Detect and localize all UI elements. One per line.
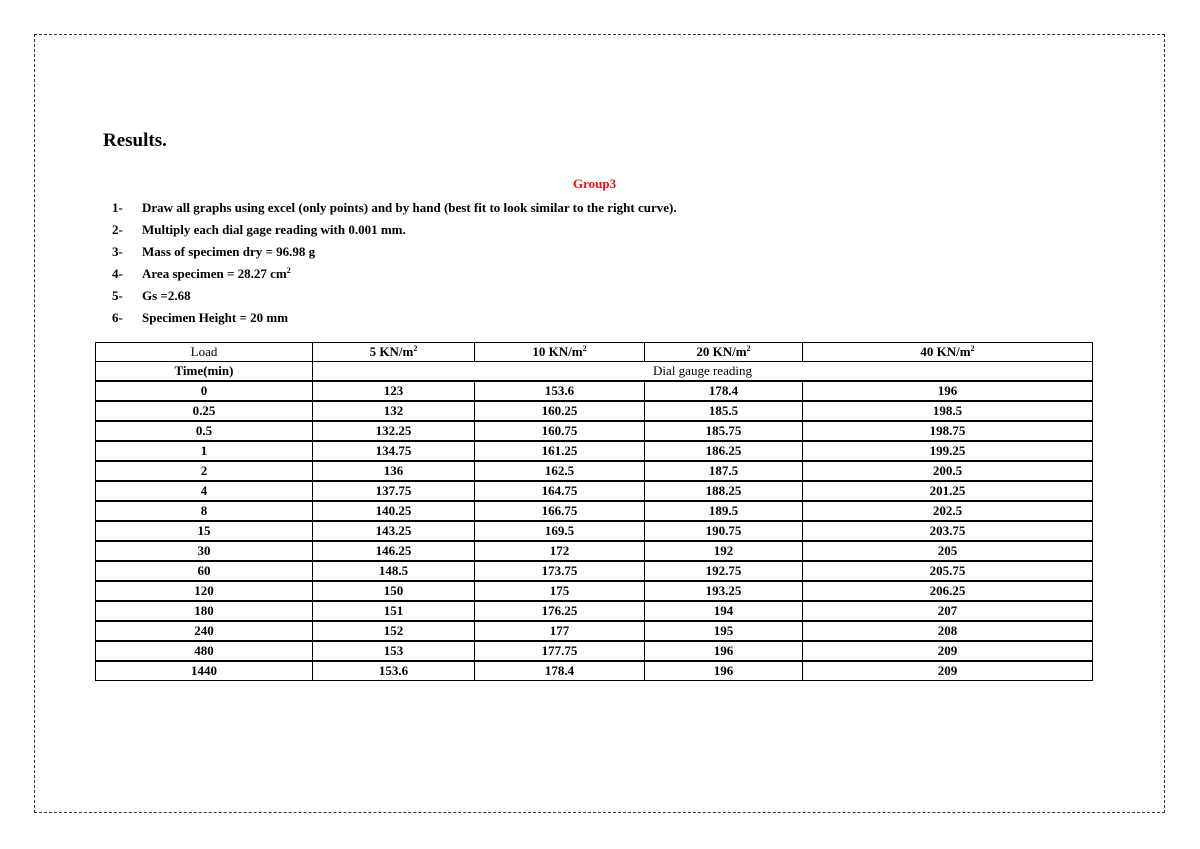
time-cell: 120 [96,581,313,601]
reading-cell: 153 [313,641,475,661]
reading-cell: 198.75 [803,421,1093,441]
instruction-item [112,241,677,263]
time-cell: 1440 [96,661,313,681]
reading-cell: 192.75 [645,561,803,581]
reading-cell: 196 [803,381,1093,401]
results-heading: Results. [103,130,167,151]
reading-cell: 137.75 [313,481,475,501]
reading-cell: 152 [313,621,475,641]
reading-cell: 172 [475,541,645,561]
instruction-number: 1- [112,200,123,215]
reading-cell: 196 [645,661,803,681]
reading-cell: 195 [645,621,803,641]
instruction-text: Draw all graphs using excel (only points) and by hand (best fit to look similar to the right curve). [142,200,677,215]
instruction-number: 5- [112,288,123,303]
reading-cell: 190.75 [645,521,803,541]
reading-cell: 148.5 [313,561,475,581]
time-cell: 0 [96,381,313,401]
reading-cell: 187.5 [645,461,803,481]
table-row [96,541,1093,561]
time-cell: 180 [96,601,313,621]
reading-cell: 209 [803,641,1093,661]
reading-cell: 178.4 [475,661,645,681]
table-row [96,581,1093,601]
reading-cell: 186.25 [645,441,803,461]
reading-cell: 178.4 [645,381,803,401]
time-header-row [96,362,1093,382]
time-cell: 0.25 [96,401,313,421]
time-cell: 0.5 [96,421,313,441]
reading-cell: 202.5 [803,501,1093,521]
reading-cell: 160.75 [475,421,645,441]
time-cell: 8 [96,501,313,521]
time-cell: 4 [96,481,313,501]
group-label: Group3 [573,176,617,191]
reading-cell: 169.5 [475,521,645,541]
load-column-header: 20 $KN/m^2$ [645,343,803,362]
reading-cell: 136 [313,461,475,481]
reading-cell: 132 [313,401,475,421]
reading-cell: 199.25 [803,441,1093,461]
reading-cell: 140.25 [313,501,475,521]
time-cell: 480 [96,641,313,661]
reading-cell: 153.6 [313,661,475,681]
time-cell: 2 [96,461,313,481]
reading-cell: 162.5 [475,461,645,481]
reading-cell: 185.75 [645,421,803,441]
reading-cell: 196 [645,641,803,661]
table-row [96,621,1093,641]
reading-cell: 200.5 [803,461,1093,481]
reading-cell: 206.25 [803,581,1093,601]
reading-cell: 185.5 [645,401,803,421]
reading-cell: 201.25 [803,481,1093,501]
load-header-row [96,343,1093,362]
time-cell: 1 [96,441,313,461]
time-cell: 15 [96,521,313,541]
reading-cell: 192 [645,541,803,561]
table-row [96,421,1093,441]
table-row [96,521,1093,541]
dial-gauge-table [95,342,1093,681]
table-row [96,441,1093,461]
reading-cell: 161.25 [475,441,645,461]
reading-cell: 164.75 [475,481,645,501]
load-column-header: 5 $KN/m^2$ [313,343,475,362]
instruction-number: 2- [112,222,123,237]
instruction-text: Area specimen = 28.27 cm [142,266,287,281]
reading-cell: 166.75 [475,501,645,521]
instruction-text: Specimen Height = 20 mm [142,310,289,325]
reading-cell: 193.25 [645,581,803,601]
load-label: Load [96,343,313,362]
table-row [96,481,1093,501]
load-column-header: 40 $KN/m^2$ [803,343,1093,362]
instruction-number: 4- [112,266,123,281]
table-row [96,561,1093,581]
reading-cell: 160.25 [475,401,645,421]
reading-cell: 188.25 [645,481,803,501]
reading-cell: 208 [803,621,1093,641]
reading-cell: 203.75 [803,521,1093,541]
load-column-header: 10 $KN/m^2$ [475,343,645,362]
instruction-text: Gs =2.68 [142,288,191,303]
table-row [96,601,1093,621]
reading-cell: 176.25 [475,601,645,621]
reading-cell: 205 [803,541,1093,561]
reading-cell: 150 [313,581,475,601]
time-cell: 240 [96,621,313,641]
table-row [96,641,1093,661]
reading-cell: 151 [313,601,475,621]
reading-cell: 143.25 [313,521,475,541]
reading-cell: 134.75 [313,441,475,461]
superscript: 2 [286,266,291,275]
instructions-list [112,197,677,329]
reading-cell: 209 [803,661,1093,681]
reading-cell: 177.75 [475,641,645,661]
table-row [96,401,1093,421]
table-row [96,461,1093,481]
instruction-number: 6- [112,310,123,325]
reading-cell: 194 [645,601,803,621]
reading-cell: 205.75 [803,561,1093,581]
reading-cell: 146.25 [313,541,475,561]
instruction-item [112,285,677,307]
instruction-number: 3- [112,244,123,259]
instruction-item [112,219,677,241]
reading-label: Dial gauge reading [313,362,1093,382]
reading-cell: 123 [313,381,475,401]
reading-cell: 189.5 [645,501,803,521]
instruction-text: Mass of specimen dry = 96.98 g [142,244,316,259]
reading-cell: 177 [475,621,645,641]
instruction-item [112,307,677,329]
reading-cell: 198.5 [803,401,1093,421]
table-row [96,661,1093,681]
reading-cell: 173.75 [475,561,645,581]
instruction-item [112,197,677,219]
instruction-item [112,263,677,285]
reading-cell: 175 [475,581,645,601]
table-row [96,501,1093,521]
time-cell: 30 [96,541,313,561]
reading-cell: 207 [803,601,1093,621]
time-cell: 60 [96,561,313,581]
time-label: Time(min) [96,362,313,382]
table-row [96,381,1093,401]
reading-cell: 132.25 [313,421,475,441]
reading-cell: 153.6 [475,381,645,401]
instruction-text: Multiply each dial gage reading with 0.001 mm. [142,222,406,237]
